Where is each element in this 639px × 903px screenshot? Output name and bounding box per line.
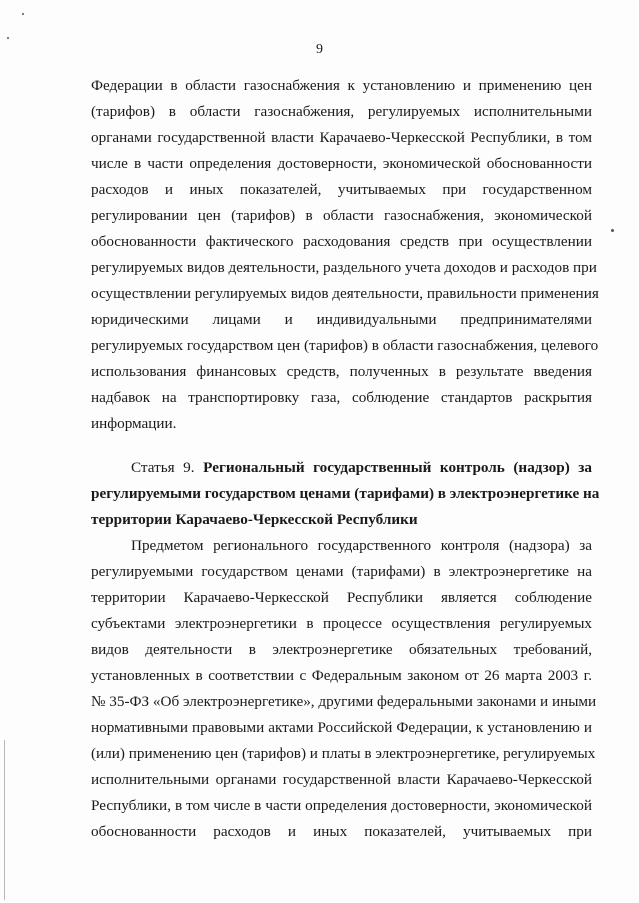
page-number: 9 bbox=[316, 42, 323, 57]
paragraph-1-line: регулируемых видов деятельности, раздельного учета доходов и расходов при bbox=[91, 259, 597, 276]
paragraph-1-line: обоснованности фактического расходования средств при осуществлении bbox=[91, 233, 592, 250]
paragraph-2-line: № 35-ФЗ «Об электроэнергетике», другими федеральными законами и иными bbox=[91, 693, 597, 710]
scan-speck bbox=[611, 229, 614, 232]
article-title: Региональный государственный контроль (надзор) за bbox=[203, 459, 592, 476]
scan-speck bbox=[7, 37, 9, 39]
article-prefix: Статья 9. bbox=[131, 459, 195, 476]
paragraph-2-line: (или) применению цен (тарифов) и платы в электроэнергетике, регулируемых bbox=[91, 745, 596, 762]
article-title-line: регулируемыми государством ценами (тарифами) в электроэнергетике на bbox=[91, 485, 600, 502]
paragraph-2-line: нормативными правовыми актами Российской Федерации, к установлению и bbox=[91, 719, 592, 736]
paragraph-1-line: числе в части определения достоверности, экономической обоснованности bbox=[91, 155, 592, 172]
paragraph-2-line: видов деятельности в электроэнергетике обязательных требований, bbox=[91, 641, 592, 658]
paragraph-2-line: исполнительными органами государственной власти Карачаево-Черкесской bbox=[91, 771, 592, 788]
paragraph-1-line: органами государственной власти Карачаево-Черкесской Республики, в том bbox=[91, 129, 592, 146]
paragraph-1-line: регулируемых государством цен (тарифов) в области газоснабжения, целевого bbox=[91, 337, 599, 354]
paragraph-2-line: Предметом регионального государственного контроля (надзора) за bbox=[131, 537, 592, 554]
paragraph-1-line: (тарифов) в области газоснабжения, регулируемых исполнительными bbox=[91, 103, 592, 120]
paragraph-2-line: Республики, в том числе в части определения достоверности, экономической bbox=[91, 797, 592, 814]
paragraph-1-line: юридическими лицами и индивидуальными предпринимателями bbox=[91, 311, 592, 328]
scan-speck bbox=[22, 13, 24, 15]
paragraph-1-line: осуществлении регулируемых видов деятельности, правильности применения bbox=[91, 285, 599, 302]
paragraph-2-line: обоснованности расходов и иных показателей, учитываемых при bbox=[91, 823, 592, 840]
paragraph-1-line: регулировании цен (тарифов) в области газоснабжения, экономической bbox=[91, 207, 592, 224]
paragraph-1-line: Федерации в области газоснабжения к установлению и применению цен bbox=[91, 77, 592, 94]
paragraph-1-line: использования финансовых средств, полученных в результате введения bbox=[91, 363, 592, 380]
scan-edge-line bbox=[4, 740, 5, 900]
paragraph-2-line: регулируемыми государством ценами (тарифами) в электроэнергетике на bbox=[91, 563, 592, 580]
paragraph-2-line: территории Карачаево-Черкесской Республики является соблюдение bbox=[91, 589, 592, 606]
article-heading bbox=[131, 458, 592, 478]
paragraph-1-line: надбавок на транспортировку газа, соблюдение стандартов раскрытия bbox=[91, 389, 592, 406]
article-title-line: территории Карачаево-Черкесской Республики bbox=[91, 511, 418, 528]
paragraph-1-line: информации. bbox=[91, 415, 177, 432]
paragraph-1-line: расходов и иных показателей, учитываемых при государственном bbox=[91, 181, 592, 198]
paragraph-2-line: субъектами электроэнергетики в процессе осуществления регулируемых bbox=[91, 615, 592, 632]
paragraph-2-line: установленных в соответствии с Федеральным законом от 26 марта 2003 г. bbox=[91, 667, 592, 684]
